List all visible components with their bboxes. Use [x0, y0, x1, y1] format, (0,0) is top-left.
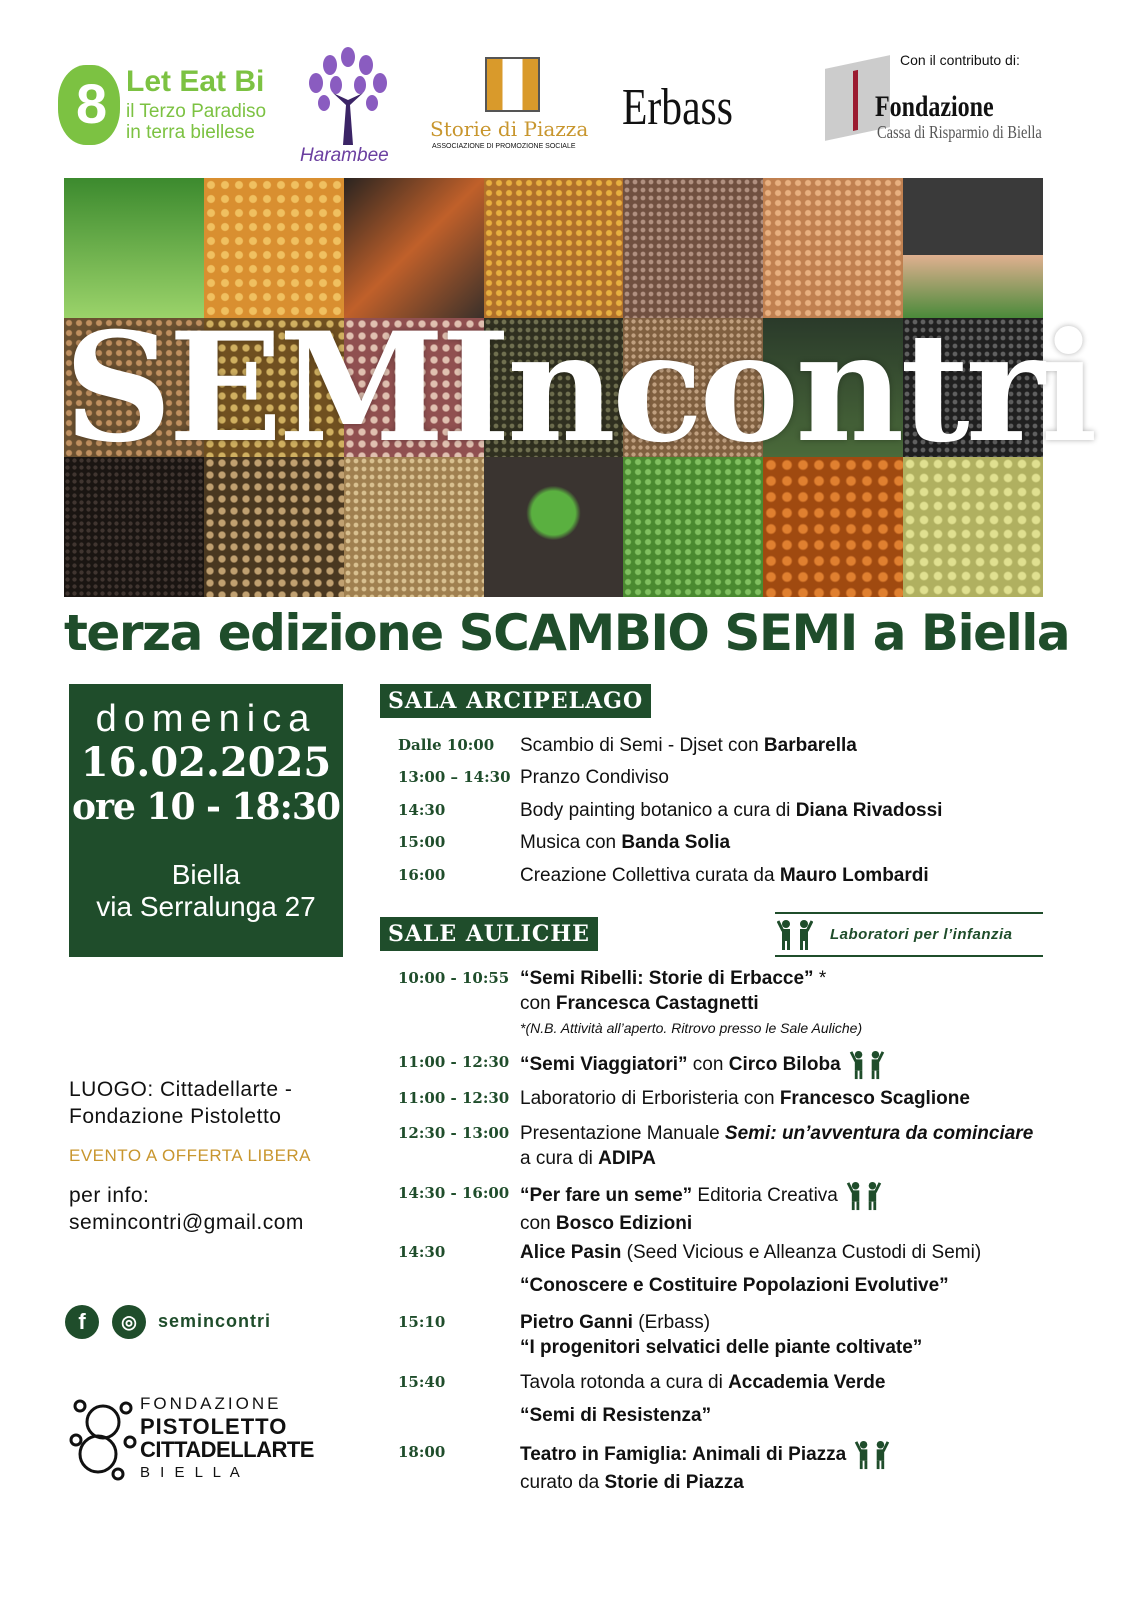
tree-icon [298, 45, 398, 155]
highlight-text: “Conoscere e Costituire Popolazioni Evolutive” [520, 1275, 949, 1296]
highlight-text: Bosco Edizioni [555, 1213, 693, 1234]
highlight-text: “Semi di Resistenza” [520, 1405, 712, 1426]
logo-line: FONDAZIONE [140, 1394, 282, 1413]
schedule-description [520, 863, 929, 888]
tagline-2: in terra biellese [126, 122, 255, 143]
event-subtitle: terza edizione SCAMBIO SEMI a Biella [64, 604, 1070, 662]
highlight-text: Mauro Lombardi [779, 865, 929, 886]
kids-legend-label: Laboratori per l’infanzia [830, 926, 1013, 943]
seed-photo [484, 457, 624, 597]
location-line-2: Fondazione Pistoletto [69, 1105, 282, 1128]
logo-tagline [126, 101, 266, 143]
seed-photo [903, 178, 1043, 318]
event-hours: ore 10 - 18:30 [71, 786, 340, 828]
schedule-time: 12:30 - 13:00 [398, 1124, 510, 1142]
fondazione-text: Fondazione [875, 90, 994, 123]
children-activity-icon [849, 1050, 885, 1080]
let-eat-bi-logo [58, 65, 278, 150]
text: Laboratorio di Erboristeria con [520, 1088, 780, 1109]
schedule-description [520, 830, 730, 855]
schedule-description [520, 765, 669, 790]
schedule-description [520, 1310, 922, 1360]
contributo-label: Con il contributo di: [900, 52, 1020, 68]
pistoletto-symbol-icon [68, 1392, 138, 1482]
highlight-text: “Per fare un seme” [520, 1185, 693, 1207]
text: (Seed Vicious e Alleanza Custodi di Semi) [621, 1242, 982, 1263]
schedule-description [520, 1121, 1033, 1171]
schedule-time: 18:00 [398, 1443, 446, 1461]
schedule-time: 15:10 [398, 1313, 446, 1331]
highlight-text: Circo Biloba [728, 1054, 841, 1076]
erbass-logo: Erbass [622, 79, 733, 136]
instagram-icon[interactable]: ◎ [112, 1305, 146, 1339]
text: Scambio di Semi - Djset con [520, 735, 764, 756]
logo-text: Let Eat Bi [126, 65, 265, 98]
infinity-icon [58, 65, 120, 145]
highlight-text: Francesca Castagnetti [555, 993, 759, 1014]
fondazione-sub: Cassa di Risparmio di Biella [877, 122, 1042, 142]
schedule-description [520, 1050, 885, 1080]
free-offer-label: EVENTO A OFFERTA LIBERA [69, 1146, 312, 1165]
facebook-icon[interactable]: f [65, 1305, 99, 1339]
schedule-description [520, 1086, 970, 1111]
highlight-text: ADIPA [598, 1148, 656, 1169]
seed-photo [204, 178, 344, 318]
highlight-text: Accademia Verde [728, 1372, 886, 1393]
schedule-time: 10:00 - 10:55 [398, 969, 510, 987]
pistoletto-logo [140, 1392, 314, 1484]
seed-photo [763, 178, 903, 318]
schedule-time: 14:30 - 16:00 [398, 1184, 510, 1202]
kids-legend [775, 912, 1043, 957]
storie-sub: ASSOCIAZIONE DI PROMOZIONE SOCIALE [432, 143, 576, 150]
seed-photo [204, 457, 344, 597]
storie-di-piazza-logo [430, 55, 600, 155]
schedule-description [520, 1240, 981, 1298]
highlight-text: Barbarella [763, 735, 857, 756]
address-label: via Serralunga 27 [96, 891, 316, 922]
seed-photo [623, 178, 763, 318]
highlight-text: Storie di Piazza [604, 1472, 744, 1493]
text: con [687, 1054, 729, 1076]
contact-info [69, 1182, 304, 1236]
schedule-time: 16:00 [398, 866, 446, 884]
text: * [813, 968, 827, 989]
event-title: SEMIncontri [64, 300, 1094, 476]
schedule-time: 13:00 – 14:30 [398, 768, 511, 786]
seed-photo [64, 457, 204, 597]
event-date: 16.02.2025 [80, 739, 332, 786]
info-label: per info: [69, 1184, 150, 1207]
storie-text: Storie di Piazza [430, 117, 589, 141]
schedule-time: 15:40 [398, 1373, 446, 1391]
text: con [520, 1213, 556, 1234]
location-info [69, 1076, 292, 1130]
schedule-note: *(N.B. Attività all’aperto. Ritrovo presso le Sale Auliche) [520, 1020, 863, 1036]
text: Creazione Collettiva curata da [520, 865, 780, 886]
highlight-text: “I progenitori selvatici delle piante coltivate” [520, 1337, 923, 1358]
logo-line: CITTADELLARTE [140, 1437, 314, 1462]
seed-photo [763, 457, 903, 597]
text: curato da [520, 1472, 605, 1493]
schedule-time: 11:00 - 12:30 [398, 1089, 510, 1107]
highlight-text: Diana Rivadossi [795, 800, 943, 821]
text: Pranzo Condiviso [520, 767, 669, 788]
seed-photo [903, 457, 1043, 597]
highlight-text: “Semi Ribelli: Storie di Erbacce” [520, 968, 814, 989]
schedule-time: Dalle 10:00 [398, 736, 495, 754]
text: (Erbass) [632, 1312, 711, 1333]
text: a cura di [520, 1148, 599, 1169]
schedule-description [520, 1181, 882, 1236]
harambee-text: Harambee [300, 145, 389, 166]
sale-auliche-header: SALE AULICHE [380, 917, 598, 951]
date-box [69, 684, 343, 957]
seed-photo [623, 457, 763, 597]
seed-photo [344, 457, 484, 597]
tagline-1: il Terzo Paradiso [126, 101, 267, 122]
highlight-text: Semi: un’avventura da cominciare [724, 1123, 1034, 1144]
seed-photo [484, 178, 624, 318]
highlight-text: Banda Solia [621, 832, 731, 853]
text: Musica con [520, 832, 622, 853]
schedule-description [520, 733, 857, 758]
highlight-text: Pietro Ganni [520, 1312, 633, 1333]
schedule-time: 11:00 - 12:30 [398, 1053, 510, 1071]
balcony-icon [485, 57, 540, 112]
city-label: Biella [171, 859, 241, 890]
highlight-text: Alice Pasin [520, 1242, 622, 1263]
text: con [520, 993, 556, 1014]
schedule-time: 15:00 [398, 833, 446, 851]
seed-photo [64, 178, 204, 318]
children-icon [777, 919, 813, 951]
harambee-logo [298, 45, 403, 170]
text: Tavola rotonda a cura di [520, 1372, 729, 1393]
social-handle[interactable]: semincontri [158, 1311, 272, 1331]
text: Editoria Creativa [692, 1185, 838, 1207]
schedule-description [520, 1370, 885, 1428]
highlight-text: Teatro in Famiglia: Animali di Piazza [520, 1444, 847, 1466]
contact-email[interactable]: semincontri@gmail.com [69, 1211, 304, 1234]
schedule-description [520, 798, 942, 823]
highlight-text: Francesco Scaglione [779, 1088, 970, 1109]
children-activity-icon [854, 1440, 890, 1470]
schedule-description [520, 966, 862, 1041]
schedule-time: 14:30 [398, 801, 446, 819]
location-line-1: LUOGO: Cittadellarte - [69, 1078, 293, 1101]
day-label: domenica [95, 698, 317, 740]
schedule-time: 14:30 [398, 1243, 446, 1261]
logo-line: B I E L L A [140, 1464, 243, 1481]
text: Body painting botanico a cura di [520, 800, 796, 821]
schedule-description [520, 1440, 890, 1495]
text: Presentazione Manuale [520, 1123, 725, 1144]
children-activity-icon [846, 1181, 882, 1211]
logo-line: PISTOLETTO [140, 1414, 288, 1439]
sala-arcipelago-header: SALA ARCIPELAGO [380, 684, 651, 718]
seed-photo [344, 178, 484, 318]
highlight-text: “Semi Viaggiatori” [520, 1054, 688, 1076]
